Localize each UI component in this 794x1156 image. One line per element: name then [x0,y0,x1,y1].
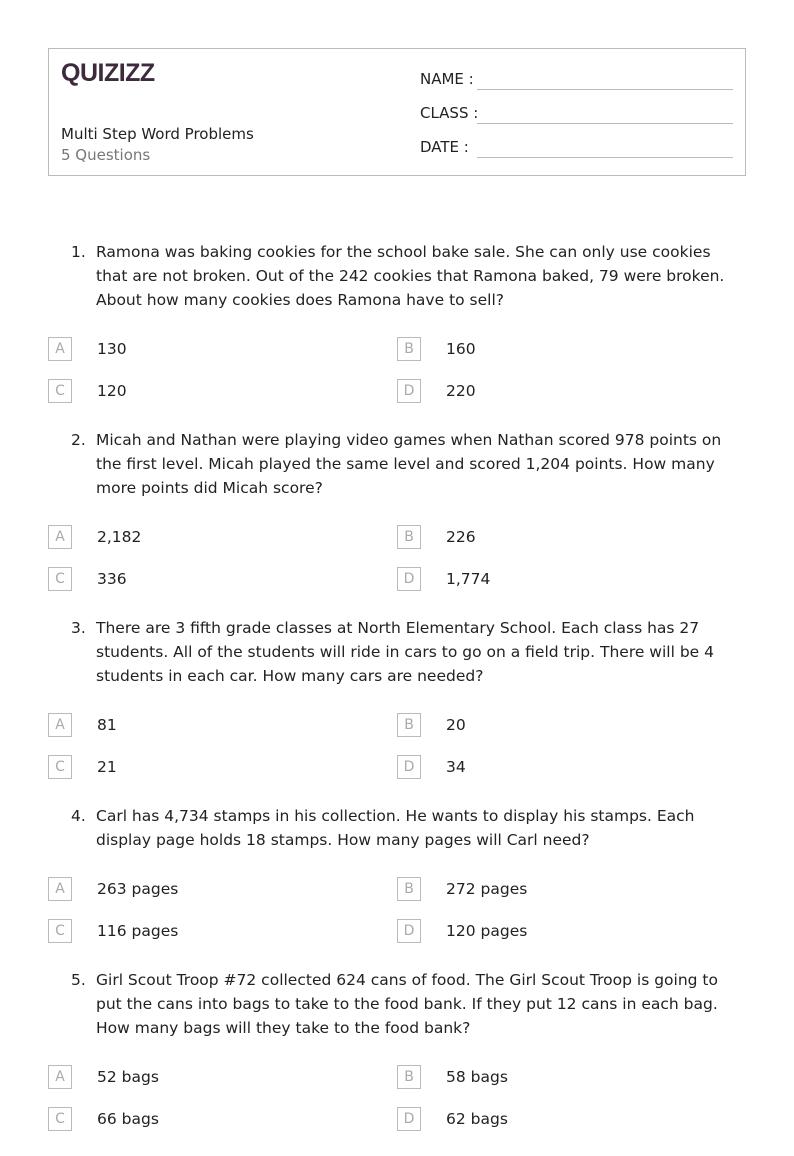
question [48,428,748,500]
questions-list [48,240,748,1156]
answer-option[interactable] [48,746,397,788]
option-text: 272 pages [446,880,528,898]
question-text: Micah and Nathan were playing video games when Nathan scored 978 points on the first level. Micah played the same level and scored 1,204 points. How many more points did Micah score? [96,431,722,497]
answer-option[interactable] [397,558,746,600]
answer-option[interactable] [397,910,746,952]
question-number [48,616,96,688]
answer-option[interactable] [397,704,746,746]
answer-option[interactable] [397,1056,746,1098]
option-text: 263 pages [97,880,179,898]
option-letter-box[interactable]: A [48,877,72,901]
option-letter-box[interactable]: C [48,567,72,591]
option-letter-box[interactable]: C [48,919,72,943]
question [48,804,748,852]
option-letter-box[interactable]: A [48,713,72,737]
option-text: 226 [446,528,476,546]
date-label: DATE : [420,138,469,156]
option-text: 2,182 [97,528,142,546]
answer-option[interactable] [48,516,397,558]
option-letter-box[interactable]: B [397,1065,421,1089]
question-text: Carl has 4,734 stamps in his collection. He wants to display his stamps. Each display page holds 18 stamps. How many pages will Carl need? [96,807,695,849]
question-number-text: 4. [71,807,86,825]
option-text: 120 pages [446,922,528,940]
answer-option[interactable] [48,1098,397,1140]
worksheet-header [48,48,746,176]
option-text: 120 [97,382,127,400]
option-text: 20 [446,716,466,734]
name-field[interactable] [420,66,733,90]
question-number-text: 5. [71,971,86,989]
question-number [48,804,96,852]
date-line[interactable] [477,157,733,158]
question-number-text: 3. [71,619,86,637]
option-letter-box[interactable]: B [397,525,421,549]
option-letter-box[interactable]: D [397,567,421,591]
question-number-text: 1. [71,243,86,261]
name-label: NAME : [420,70,474,88]
answer-option[interactable] [397,1098,746,1140]
answer-options [48,704,748,788]
option-text: 58 bags [446,1068,508,1086]
answer-option[interactable] [397,370,746,412]
option-letter-box[interactable]: B [397,337,421,361]
class-field[interactable] [420,100,733,124]
question-text: There are 3 fifth grade classes at North Elementary School. Each class has 27 students. All of the students will ride in cars to go on a field trip. There will be 4 students in each car. How many cars are needed? [96,619,714,685]
answer-option[interactable] [397,516,746,558]
answer-option[interactable] [48,910,397,952]
class-label: CLASS : [420,104,479,122]
option-letter-box[interactable]: B [397,713,421,737]
option-text: 81 [97,716,117,734]
date-field[interactable] [420,134,733,158]
question-number [48,240,96,312]
option-text: 220 [446,382,476,400]
name-line[interactable] [477,89,733,90]
class-line[interactable] [477,123,733,124]
option-text: 116 pages [97,922,179,940]
question-text: Ramona was baking cookies for the school bake sale. She can only use cookies that are not broken. Out of the 242 cookies that Ramona baked, 79 were broken. About how many cookies does Ramona have to sell? [96,243,725,309]
option-letter-box[interactable]: C [48,379,72,403]
option-letter-box[interactable]: A [48,1065,72,1089]
option-letter-box[interactable]: D [397,755,421,779]
option-text: 34 [446,758,466,776]
answer-options [48,868,748,952]
option-letter-box[interactable]: D [397,919,421,943]
option-letter-box[interactable]: A [48,337,72,361]
option-letter-box[interactable]: A [48,525,72,549]
worksheet-title: Multi Step Word Problems [61,125,254,143]
option-letter-box[interactable]: D [397,1107,421,1131]
option-text: 52 bags [97,1068,159,1086]
answer-option[interactable] [48,868,397,910]
answer-options [48,1056,748,1140]
option-text: 62 bags [446,1110,508,1128]
answer-options [48,516,748,600]
option-letter-box[interactable]: C [48,1107,72,1131]
option-text: 160 [446,340,476,358]
answer-option[interactable] [397,868,746,910]
question [48,616,748,688]
answer-option[interactable] [48,558,397,600]
option-text: 336 [97,570,127,588]
option-text: 66 bags [97,1110,159,1128]
question-number [48,428,96,500]
answer-option[interactable] [48,704,397,746]
option-letter-box[interactable]: D [397,379,421,403]
question-text: Girl Scout Troop #72 collected 624 cans of food. The Girl Scout Troop is going to put the cans into bags to take to the food bank. If they put 12 cans in each bag. How many bags will they take to the food bank? [96,971,718,1037]
answer-option[interactable] [48,370,397,412]
option-text: 130 [97,340,127,358]
question-number [48,968,96,1040]
question-number-text: 2. [71,431,86,449]
quizizz-logo: QUIZIZZ [61,59,155,87]
question [48,240,748,312]
option-text: 1,774 [446,570,491,588]
answer-options [48,328,748,412]
question [48,968,748,1040]
answer-option[interactable] [48,1056,397,1098]
option-letter-box[interactable]: C [48,755,72,779]
option-text: 21 [97,758,117,776]
option-letter-box[interactable]: B [397,877,421,901]
answer-option[interactable] [397,328,746,370]
answer-option[interactable] [48,328,397,370]
question-count: 5 Questions [61,146,151,164]
answer-option[interactable] [397,746,746,788]
